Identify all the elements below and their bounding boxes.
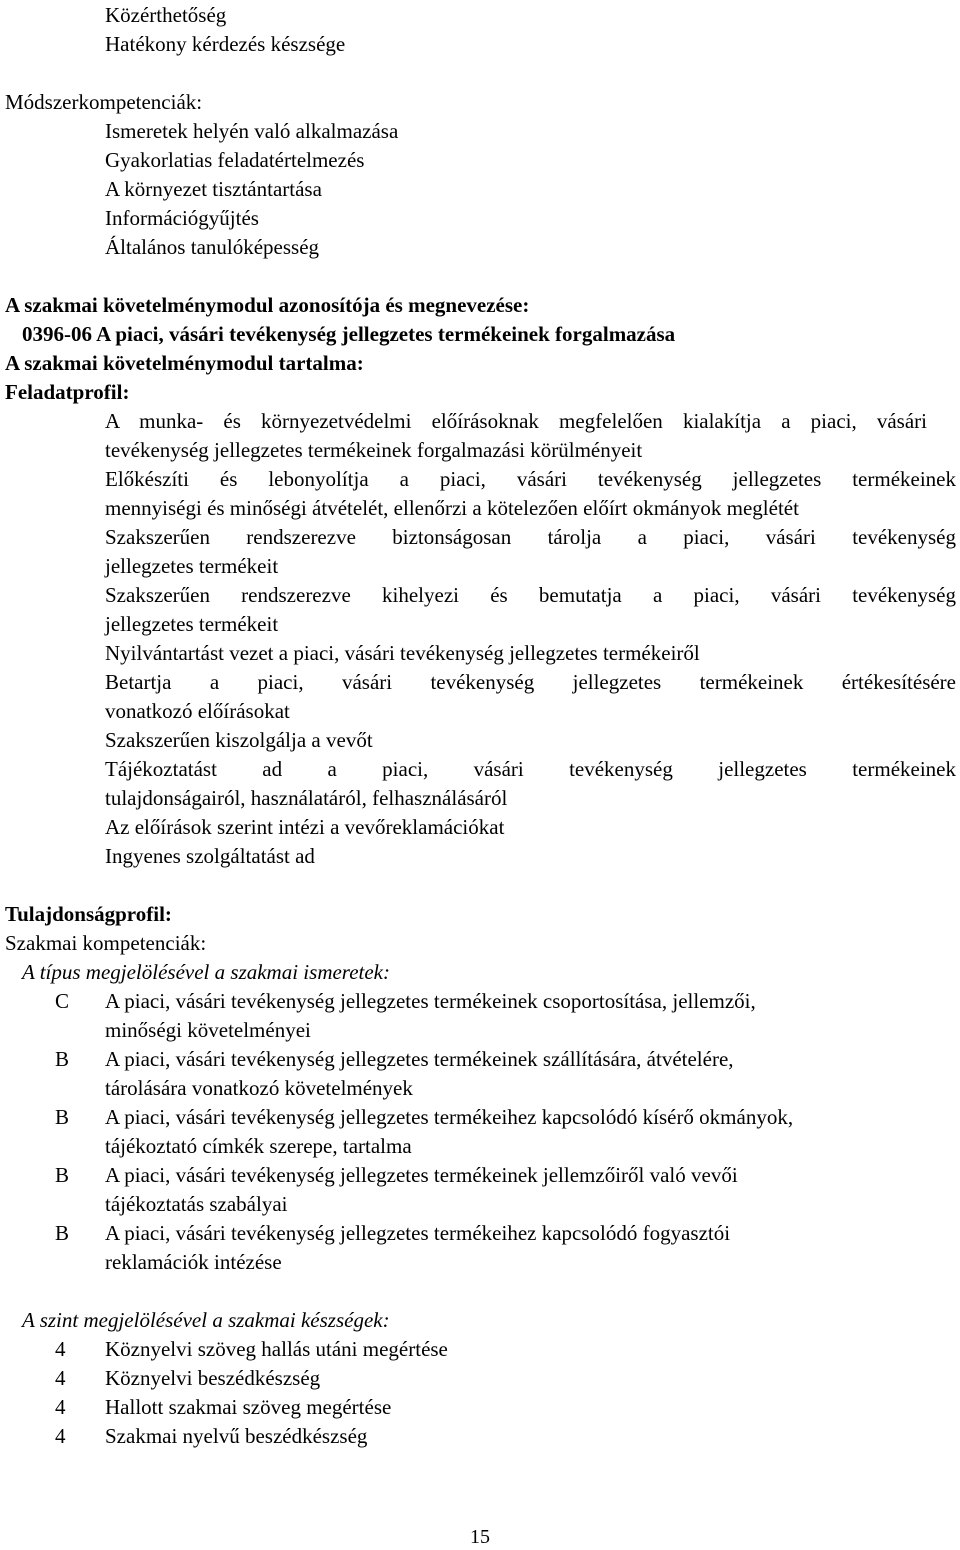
- task-item-cont: mennyiségi és minőségi átvételét, ellenőrzi a kötelezően előírt okmányok meglétét: [105, 496, 799, 520]
- task-item: Nyilvántartást vezet a piaci, vásári tevékenység jellegzetes termékeiről: [105, 641, 700, 665]
- skill-level: 4: [55, 1366, 66, 1390]
- skill-item: Köznyelvi beszédkészség: [105, 1366, 321, 1390]
- task-item: A munka- és környezetvédelmi előírásoknak megfelelően kialakítja a piaci, vásári: [105, 409, 927, 433]
- knowledge-item-cont: tájékoztatás szabályai: [105, 1192, 288, 1216]
- task-item-cont: tulajdonságairól, használatáról, felhasználásáról: [105, 786, 508, 810]
- top-list-item: Közérthetőség: [105, 3, 227, 27]
- knowledge-item-cont: minőségi követelményei: [105, 1018, 311, 1042]
- task-item: Tájékoztatást ad a piaci, vásári tevékenység jellegzetes termékeinek: [105, 757, 956, 781]
- task-item: Szakszerűen rendszerezve biztonságosan tárolja a piaci, vásári tevékenység: [105, 525, 956, 549]
- method-item: Ismeretek helyén való alkalmazása: [105, 119, 399, 143]
- knowledge-item-cont: reklamációk intézése: [105, 1250, 282, 1274]
- task-item: Betartja a piaci, vásári tevékenység jellegzetes termékeinek értékesítésére: [105, 670, 956, 694]
- knowledge-item: A piaci, vásári tevékenység jellegzetes termékeinek jellemzőiről való vevői: [105, 1163, 738, 1187]
- skill-item: Köznyelvi szöveg hallás utáni megértése: [105, 1337, 448, 1361]
- knowledge-item-cont: tájékoztató címkék szerepe, tartalma: [105, 1134, 412, 1158]
- knowledge-heading: A típus megjelölésével a szakmai ismeretek:: [22, 960, 390, 984]
- method-item: A környezet tisztántartása: [105, 177, 322, 201]
- knowledge-code: B: [55, 1163, 70, 1187]
- knowledge-item: A piaci, vásári tevékenység jellegzetes termékeihez kapcsolódó kísérő okmányok,: [105, 1105, 794, 1129]
- knowledge-code: B: [55, 1105, 70, 1129]
- skill-level: 4: [55, 1337, 66, 1361]
- skill-level: 4: [55, 1424, 66, 1448]
- knowledge-code: B: [55, 1047, 70, 1071]
- task-item: Előkészíti és lebonyolítja a piaci, vásári tevékenység jellegzetes termékeinek: [105, 467, 956, 491]
- module-id-heading: A szakmai követelménymodul azonosítója és megnevezése:: [5, 293, 530, 317]
- skill-item: Szakmai nyelvű beszédkészség: [105, 1424, 368, 1448]
- task-item: Az előírások szerint intézi a vevőreklamációkat: [105, 815, 505, 839]
- task-item: Szakszerűen rendszerezve kihelyezi és bemutatja a piaci, vásári tevékenység: [105, 583, 956, 607]
- module-id-name: 0396-06 A piaci, vásári tevékenység jellegzetes termékeinek forgalmazása: [22, 322, 676, 346]
- page-number: 15: [470, 1526, 490, 1548]
- task-profile-heading: Feladatprofil:: [5, 380, 130, 404]
- skill-level: 4: [55, 1395, 66, 1419]
- task-item-cont: jellegzetes termékeit: [105, 612, 279, 636]
- skills-heading: A szint megjelölésével a szakmai készségek:: [22, 1308, 390, 1332]
- module-content-heading: A szakmai követelménymodul tartalma:: [5, 351, 364, 375]
- knowledge-item: A piaci, vásári tevékenység jellegzetes termékeinek csoportosítása, jellemzői,: [105, 989, 756, 1013]
- task-item: Szakszerűen kiszolgálja a vevőt: [105, 728, 373, 752]
- knowledge-item-cont: tárolására vonatkozó követelmények: [105, 1076, 413, 1100]
- knowledge-item: A piaci, vásári tevékenység jellegzetes termékeihez kapcsolódó fogyasztói: [105, 1221, 731, 1245]
- knowledge-code: C: [55, 989, 70, 1013]
- professional-competencies-heading: Szakmai kompetenciák:: [5, 931, 207, 955]
- knowledge-code: B: [55, 1221, 70, 1245]
- property-profile-heading: Tulajdonságprofil:: [5, 902, 172, 926]
- knowledge-item: A piaci, vásári tevékenység jellegzetes termékeinek szállítására, átvételére,: [105, 1047, 734, 1071]
- method-item: Gyakorlatias feladatértelmezés: [105, 148, 365, 172]
- method-competencies-heading: Módszerkompetenciák:: [5, 90, 203, 114]
- skill-item: Hallott szakmai szöveg megértése: [105, 1395, 392, 1419]
- task-item-cont: tevékenység jellegzetes termékeinek forgalmazási körülményeit: [105, 438, 643, 462]
- method-item: Információgyűjtés: [105, 206, 259, 230]
- top-list-item: Hatékony kérdezés készsége: [105, 32, 346, 56]
- task-item: Ingyenes szolgáltatást ad: [105, 844, 315, 868]
- task-item-cont: jellegzetes termékeit: [105, 554, 279, 578]
- method-item: Általános tanulóképesség: [105, 235, 320, 259]
- task-item-cont: vonatkozó előírásokat: [105, 699, 290, 723]
